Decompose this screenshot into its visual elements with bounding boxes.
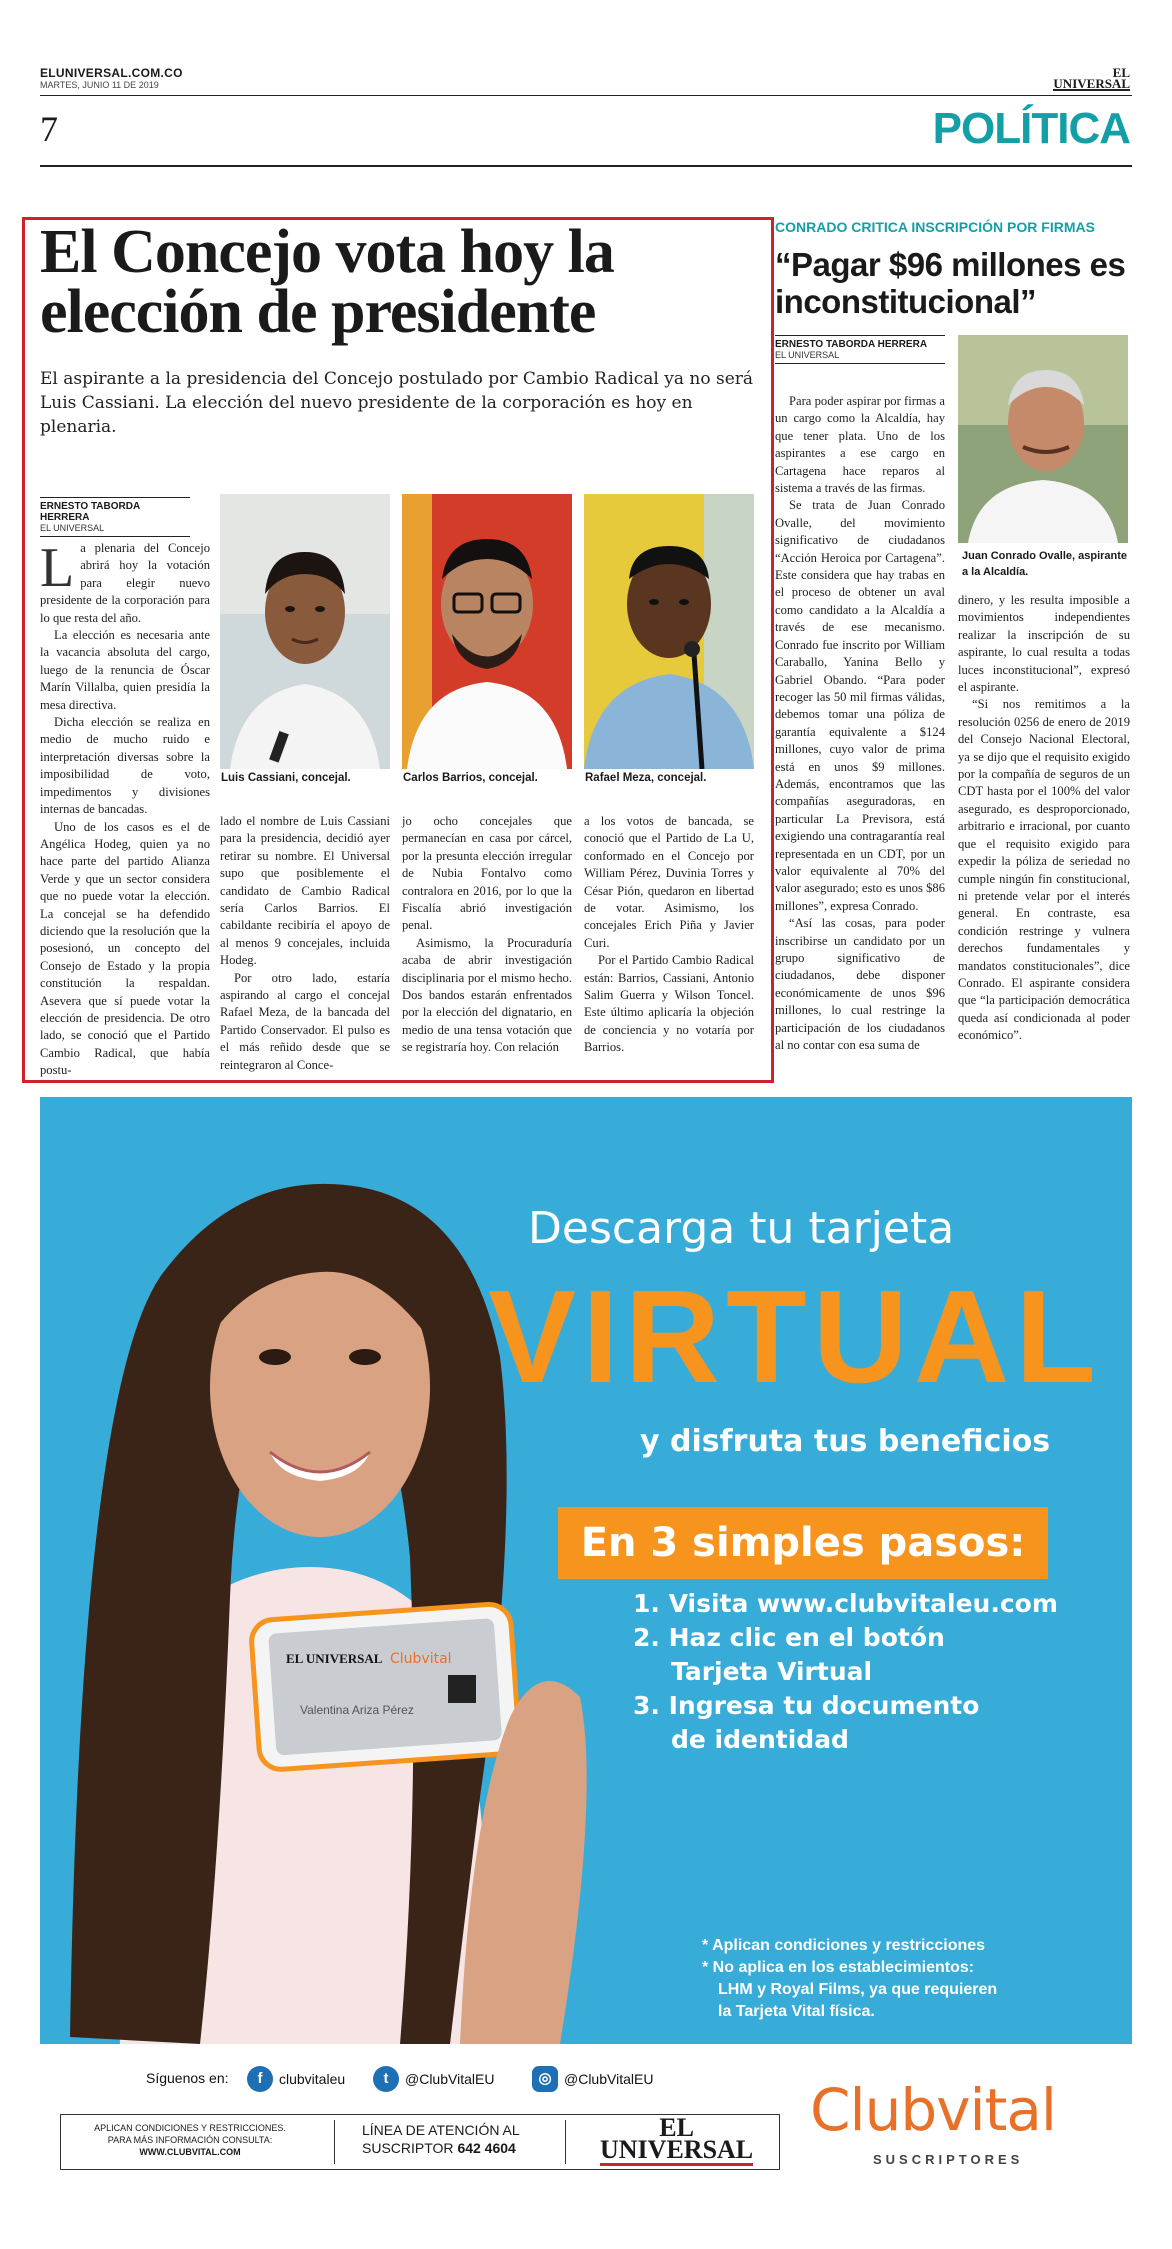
paragraph: La plenaria del Concejo abrirá hoy la votación para elegir nuevo presidente de la corporación para lo que resta del año.: [40, 537, 210, 625]
paragraph: Por el Partido Cambio Radical están: Barrios, Cassiani, Antonio Salim Guerra y Wilson Toncel. Este último aplicaría la objeción de conciencia y no votaría por Barrios.: [584, 953, 754, 1055]
hotline-line: SUSCRIPTOR: [362, 2140, 454, 2156]
card-brand: EL UNIVERSAL: [286, 1651, 383, 1666]
byline-publication: EL UNIVERSAL: [40, 523, 190, 537]
card-club: Clubvital: [390, 1651, 452, 1667]
section-title: POLÍTICA: [932, 104, 1130, 153]
ad-condition: * No aplica en los establecimientos:: [702, 1959, 975, 1976]
instagram-icon: ◎: [532, 2066, 558, 2092]
footer-conditions-url[interactable]: WWW.CLUBVITAL.COM: [139, 2147, 241, 2157]
card-holder-name: Valentina Ariza Pérez: [300, 1703, 414, 1717]
footer-conditions-line: APLICAN CONDICIONES Y RESTRICCIONES.: [94, 2123, 286, 2133]
facebook-icon: f: [247, 2066, 273, 2092]
paragraph: La elección es necesaria ante la vacancia absoluta del cargo, luego de la renuncia de Óscar Marín Villalba, quien presidía la mesa directiva.: [40, 628, 210, 712]
twitter-link[interactable]: [373, 2066, 494, 2092]
photo-rafael-meza: [584, 494, 754, 769]
photo-caption: Luis Cassiani, concejal.: [221, 772, 351, 784]
site-url: ELUNIVERSAL.COM.CO: [40, 66, 183, 80]
ad-steps-list: [633, 1587, 1058, 1757]
page-number: 7: [40, 109, 58, 149]
instagram-link[interactable]: [532, 2066, 653, 2092]
twitter-handle: @ClubVitalEU: [405, 2071, 495, 2087]
follow-label: Síguenos en:: [146, 2070, 229, 2086]
logo-bottom: UNIVERSAL: [1053, 76, 1130, 91]
masthead-logo: [1053, 67, 1130, 91]
article-column-4: [584, 813, 754, 1057]
paragraph: Dicha elección se realiza en medio de mucho ruido e interpretación diversas sobre la imposibilidad de voto, impedimentos y divisiones internas de bancadas.: [40, 715, 210, 817]
logo-top: EL: [1112, 65, 1130, 80]
paragraph: Por otro lado, estaría aspirando al cargo el concejal Rafael Meza, de la bancada del Partido Conservador. El pulso es el más reñido desde que se reintegraron al Conce-: [220, 970, 390, 1072]
instagram-handle: @ClubVitalEU: [564, 2071, 654, 2087]
byline-author: ERNESTO TABORDA HERRERA: [775, 339, 928, 350]
photo-caption: Carlos Barrios, concejal.: [403, 772, 538, 784]
sidebar-column-2: [958, 592, 1130, 1045]
photo-carlos-barrios: [402, 494, 572, 769]
ad-title: Descarga tu tarjeta: [528, 1203, 955, 1254]
clubvital-advertisement: [40, 1097, 1132, 2044]
sidebar-photo-caption: Juan Conrado Ovalle, aspirante a la Alcaldía.: [962, 550, 1128, 578]
paragraph: lado el nombre de Luis Cassiani para la presidencia, decidió ayer retirar su nombre. El Universal supo que posiblemente el candidato de Cambio Radical sería Carlos Barrios. El cabildante recibiría el apoyo de al menos 9 concejales, incluida Hodeg.: [220, 814, 390, 968]
sidebar-column-1: [775, 393, 945, 1054]
logo-top: EL: [659, 2113, 694, 2142]
paragraph: jo ocho concejales que permanecían en casa por cárcel, por la presunta elección irregular de Nubia Fontalvo como contralora en 2016, por lo que la Fiscalía abrió investigación penal.: [402, 814, 572, 933]
article-byline: [40, 497, 190, 537]
sidebar-headline: “Pagar $96 millones es inconstitucional”: [775, 246, 1126, 320]
facebook-link[interactable]: [247, 2066, 345, 2092]
ad-step: 3. Ingresa tu documento de identidad: [633, 1691, 980, 1754]
issue-date: MARTES, JUNIO 11 DE 2019: [40, 80, 159, 90]
byline-author: ERNESTO TABORDA HERRERA: [40, 501, 140, 523]
photo-juan-conrado-ovalle: [958, 335, 1128, 543]
paragraph: Uno de los casos es el de Angélica Hodeg, quien ya no hace parte del partido Alianza Verde y que un sector considera que no puede votar la elección. La concejal se ha defendido diciendo que la resolución que la posesionó, un concepto del Consejo de Estado y la propia constitución la respaldan. Asevera que sí puede votar la elección de presidencia. De otro lado, se conoció que el Partido Cambio Radical, que había postu-: [40, 819, 210, 1078]
clubvital-logo: Clubvital: [810, 2076, 1057, 2144]
twitter-icon: t: [373, 2066, 399, 2092]
article-column-1: [40, 537, 210, 1080]
ad-virtual-word: VIRTUAL: [488, 1263, 1102, 1410]
section-rule: [40, 165, 1132, 167]
masthead-rule: [40, 95, 1132, 96]
footer-hotline: [362, 2121, 520, 2157]
ad-step: 1. Visita www.clubvitaleu.com: [633, 1589, 1058, 1618]
byline-publication: EL UNIVERSAL: [775, 350, 945, 364]
footer-conditions: [70, 2122, 310, 2158]
footer-conditions-line: PARA MÁS INFORMACIÓN CONSULTA:: [107, 2135, 273, 2145]
facebook-handle: clubvitaleu: [279, 2071, 346, 2087]
article-column-2: [220, 813, 390, 1074]
paragraph: dinero, y les resulta imposible a movimientos independientes realizar la inscripción de su aspirante, lo cual resulta a todas luces inconstitucional”, expresó el aspirante.: [958, 593, 1130, 695]
paragraph: “Así las cosas, para poder inscribirse un candidato por un grupo significativo de ciudadanos, debe disponer económicamente de unos $96 millones, lo cual restringe la participación de los ciudadanos al no contar con esa suma de: [775, 916, 945, 1053]
ad-conditions: [702, 1935, 997, 2023]
paragraph: a los votos de bancada, se conoció que el Partido de La U, conformado en el Concejo por William Pérez, Duvinia Torres y César Pión, quedaron en libertad de votar. Asimismo, los concejales Erich Piña y Javier Curi.: [584, 814, 754, 950]
sidebar-byline: [775, 335, 945, 364]
article-column-3: [402, 813, 572, 1057]
hotline-number: 642 4604: [457, 2140, 516, 2156]
ad-subtitle: y disfruta tus beneficios: [640, 1424, 1051, 1459]
footer-divider: [565, 2120, 566, 2164]
qr-code-icon: [448, 1675, 476, 1703]
ad-step: 2. Haz clic en el botón Tarjeta Virtual: [633, 1623, 945, 1686]
ad-condition: LHM y Royal Films, ya que requieren: [718, 1981, 998, 1998]
article-deck: El aspirante a la presidencia del Concejo postulado por Cambio Radical ya no será Luis Cassiani. La elección del nuevo presidente de la corporación es hoy en plenaria.: [40, 369, 754, 437]
clubvital-subtitle: SUSCRIPTORES: [873, 2152, 1024, 2167]
ad-steps-banner: En 3 simples pasos:: [558, 1507, 1048, 1579]
ad-condition: la Tarjeta Vital física.: [718, 2003, 875, 2020]
photo-caption: Rafael Meza, concejal.: [585, 772, 707, 784]
paragraph: Se trata de Juan Conrado Ovalle, del movimiento significativo de ciudadanos “Acción Heroica por Cartagena”. Este considera que hay trabas en el proceso de obtener un aval como candidato a la Alcaldía a través de ese mecanismo. Conrado fue inscrito por William Caraballo, Yanina Bello y Gabriel Obando. “Para poder recoger las 50 mil firmas válidas, debemos tomar una póliza de garantía equivalente a $124 millones, cuyo valor de prima está en unos $9 millones. Además, encontramos que las compañías aseguradoras, en particular La Previsora, está exigiendo una contragarantía real representada en un CDT, por un valor equivalente al 70% del valor asegurado; esto es unos $86 millones”, expresa Conrado.: [775, 498, 945, 913]
paragraph: Para poder aspirar por firmas a un cargo como la Alcaldía, hay que tener plata. Uno de los aspirantes a ese cargo en Cartagena hace reparos al sistema a través de las firmas.: [775, 394, 945, 496]
hotline-line: LÍNEA DE ATENCIÓN AL: [362, 2122, 520, 2138]
ad-condition: * Aplican condiciones y restricciones: [702, 1937, 986, 1954]
article-headline: El Concejo vota hoy la elección de presidente: [40, 218, 614, 346]
drop-cap: L: [40, 537, 75, 599]
sidebar-kicker: CONRADO CRITICA INSCRIPCIÓN POR FIRMAS: [775, 219, 1095, 235]
photo-luis-cassiani: [220, 494, 390, 769]
footer-divider: [334, 2120, 335, 2164]
paragraph: Asimismo, la Procuraduría acaba de abrir investigación disciplinaria por el mismo hecho. Dos bandos estarán enfrentados por la elección del dignatario, en medio de una tensa votación que se registraría hoy. Con relación: [402, 935, 572, 1055]
footer-logo-el-universal: [600, 2113, 754, 2166]
logo-bottom: UNIVERSAL: [600, 2135, 754, 2164]
paragraph: “Si nos remitimos a la resolución 0256 de enero de 2019 del Consejo Nacional Electoral, ya se dijo que el requisito exigido por la compañía de seguros de un CDT hasta por el 100% del valor asegurado, es desproporcionado, arbitrario e irracional, por cuanto que el requisito exigido para expedir la póliza de seriedad no cumple ningún fin constitucional, ni pretende velar por el interés general. En contraste, esa condición restringe y vulnera derechos fundamentales y mandatos constitucionales”, dice Conrado. El aspirante considera que “la participación democrática queda así condicionada al poder económico”.: [958, 697, 1130, 1043]
